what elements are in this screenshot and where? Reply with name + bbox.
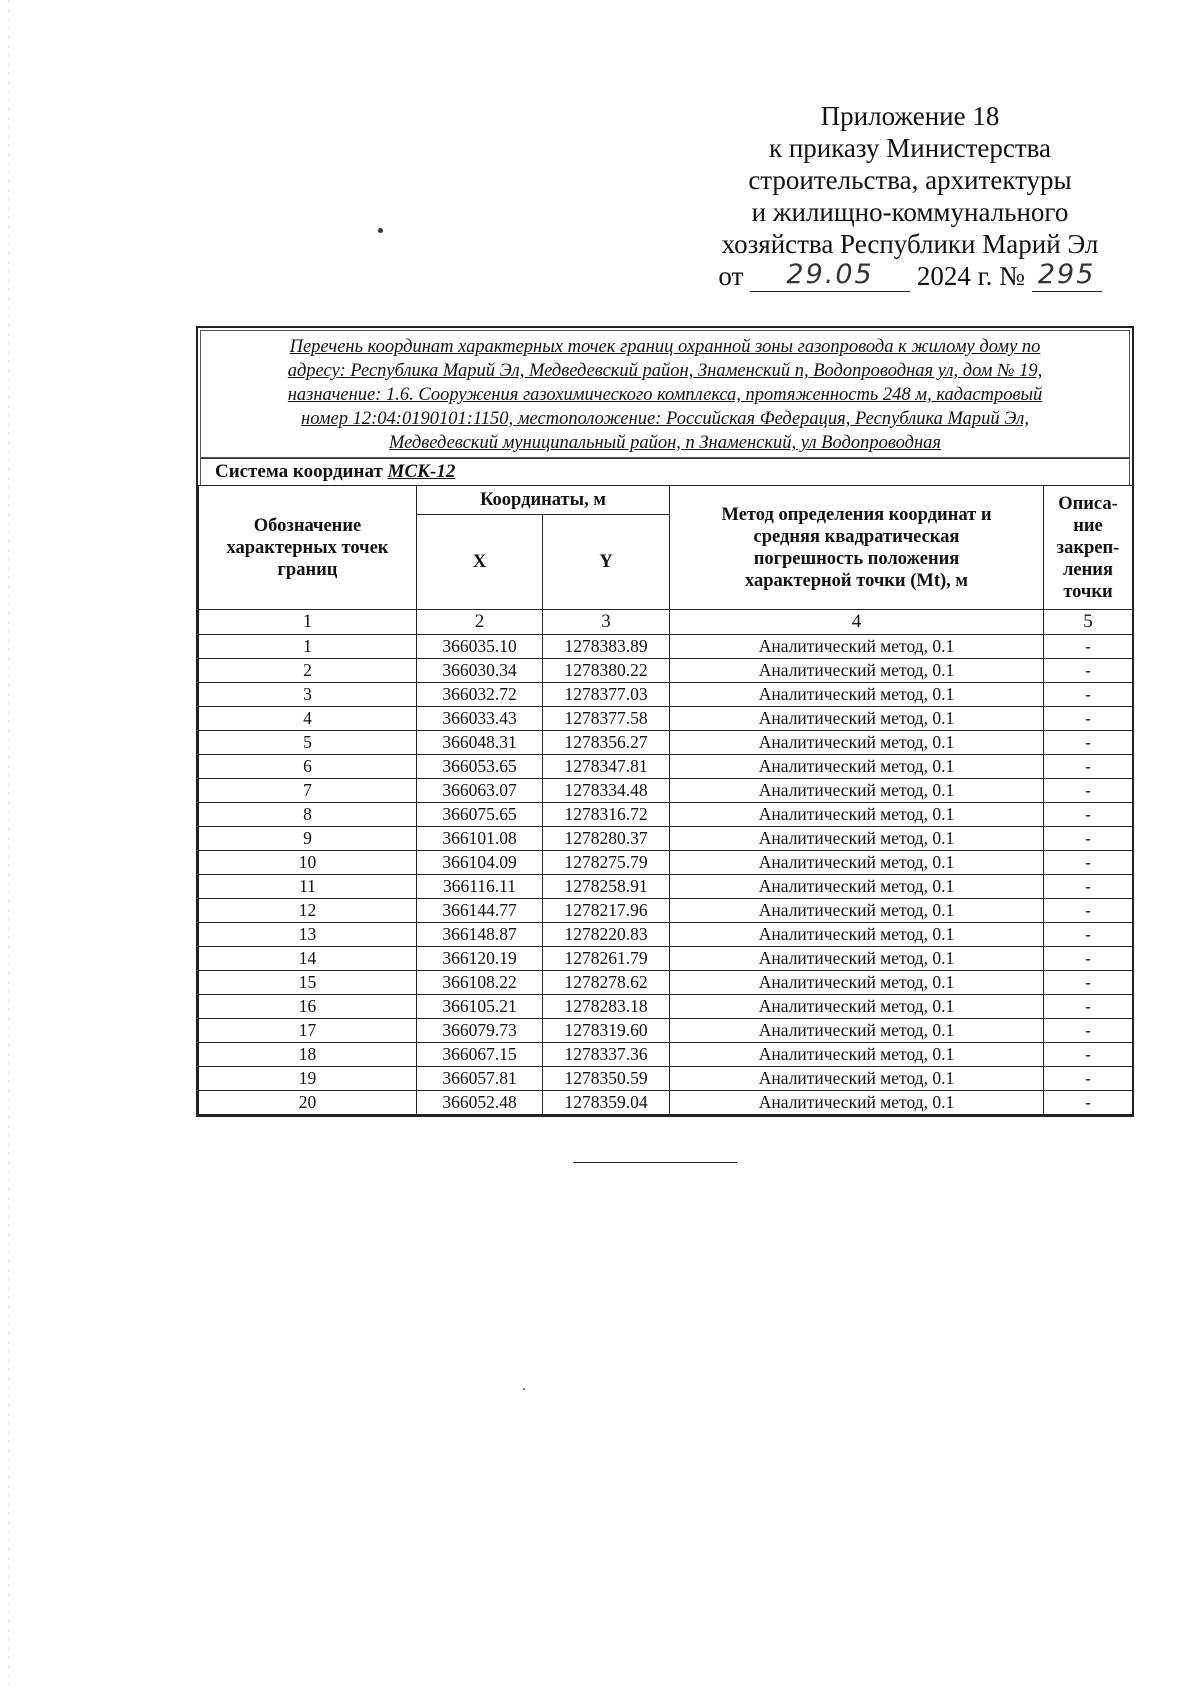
column-number: 4 [670,610,1044,635]
coordinate-system-row [200,458,1130,485]
method-cell: Аналитический метод, 0.1 [670,1019,1044,1043]
y-coordinate-cell: 1278337.36 [543,1043,670,1067]
fixing-description-cell: - [1044,1091,1133,1115]
header-date-line [700,260,1120,294]
fixing-description-cell: - [1044,827,1133,851]
fixing-description-cell: - [1044,707,1133,731]
table-row [199,995,1133,1019]
table-row [199,851,1133,875]
point-number-cell: 12 [199,899,417,923]
x-coordinate-cell: 366079.73 [417,1019,543,1043]
x-coordinate-cell: 366144.77 [417,899,543,923]
fixing-description-cell: - [1044,779,1133,803]
x-coordinate-cell: 366075.65 [417,803,543,827]
point-number-cell: 2 [199,659,417,683]
column-number: 2 [417,610,543,635]
x-coordinate-cell: 366035.10 [417,635,543,659]
y-coordinate-cell: 1278350.59 [543,1067,670,1091]
table-row [199,875,1133,899]
x-coordinate-cell: 366116.11 [417,875,543,899]
y-coordinate-cell: 1278280.37 [543,827,670,851]
caption-line: адресу: Республика Марий Эл, Медведевский район, Знаменский п, Водопроводная ул, дом № 19, [287,361,1043,381]
fixing-description-cell: - [1044,971,1133,995]
table-row [199,635,1133,659]
fixing-description-cell: - [1044,875,1133,899]
table-row [199,659,1133,683]
point-number-cell: 15 [199,971,417,995]
y-coordinate-cell: 1278220.83 [543,923,670,947]
y-coordinate-cell: 1278356.27 [543,731,670,755]
point-number-cell: 7 [199,779,417,803]
point-number-cell: 19 [199,1067,417,1091]
y-coordinate-cell: 1278275.79 [543,851,670,875]
x-coordinate-cell: 366032.72 [417,683,543,707]
method-cell: Аналитический метод, 0.1 [670,827,1044,851]
method-cell: Аналитический метод, 0.1 [670,731,1044,755]
method-cell: Аналитический метод, 0.1 [670,1043,1044,1067]
date-prefix: от [718,261,744,291]
fixing-description-cell: - [1044,755,1133,779]
x-coordinate-cell: 366048.31 [417,731,543,755]
fixing-description-cell: - [1044,1067,1133,1091]
point-number-cell: 20 [199,1091,417,1115]
x-coordinate-cell: 366033.43 [417,707,543,731]
y-coordinate-cell: 1278334.48 [543,779,670,803]
table-row [199,899,1133,923]
method-cell: Аналитический метод, 0.1 [670,875,1044,899]
table-row [199,923,1133,947]
y-coordinate-cell: 1278377.58 [543,707,670,731]
table-row [199,1019,1133,1043]
scan-speck [378,228,383,233]
header-x: X [417,515,543,610]
header-fixing-description: Описа- ние закреп- ления точки [1044,486,1133,610]
header-y: Y [543,515,670,610]
fixing-description-cell: - [1044,947,1133,971]
method-cell: Аналитический метод, 0.1 [670,683,1044,707]
point-number-cell: 17 [199,1019,417,1043]
coordinate-system-value: МСК-12 [387,461,456,482]
method-cell: Аналитический метод, 0.1 [670,1091,1044,1115]
y-coordinate-cell: 1278258.91 [543,875,670,899]
order-number-handwritten: 295 [1037,259,1096,290]
caption-line: назначение: 1.6. Сооружения газохимического комплекса, протяженность 248 м, кадастровый [287,385,1043,405]
point-number-cell: 1 [199,635,417,659]
header-line: и жилищно-коммунального [751,197,1069,227]
fixing-description-cell: - [1044,803,1133,827]
point-number-cell: 3 [199,683,417,707]
point-number-cell: 6 [199,755,417,779]
column-number: 5 [1044,610,1133,635]
x-coordinate-cell: 366063.07 [417,779,543,803]
x-coordinate-cell: 366030.34 [417,659,543,683]
x-coordinate-cell: 366057.81 [417,1067,543,1091]
header-line: строительства, архитектуры [748,165,1072,195]
table-row [199,1067,1133,1091]
method-cell: Аналитический метод, 0.1 [670,755,1044,779]
table-body [199,635,1133,1115]
column-number: 3 [543,610,670,635]
fixing-description-cell: - [1044,1019,1133,1043]
y-coordinate-cell: 1278383.89 [543,635,670,659]
method-cell: Аналитический метод, 0.1 [670,899,1044,923]
table-row [199,707,1133,731]
table-row [199,1091,1133,1115]
coordinates-table [198,485,1133,1115]
y-coordinate-cell: 1278319.60 [543,1019,670,1043]
fixing-description-cell: - [1044,683,1133,707]
caption-line: номер 12:04:0190101:1150, местоположение: Российская Федерация, Республика Марий Эл, [301,409,1029,429]
x-coordinate-cell: 366108.22 [417,971,543,995]
table-row [199,683,1133,707]
header-point-designation: Обозначение характерных точек границ [199,486,417,610]
appendix-header [700,100,1120,294]
table-row [199,947,1133,971]
caption-line: Медведевский муниципальный район, п Знаменский, ул Водопроводная [388,433,942,453]
fixing-description-cell: - [1044,923,1133,947]
column-number-row [199,610,1133,635]
fixing-description-cell: - [1044,659,1133,683]
fixing-description-cell: - [1044,1043,1133,1067]
y-coordinate-cell: 1278377.03 [543,683,670,707]
x-coordinate-cell: 366053.65 [417,755,543,779]
fixing-description-cell: - [1044,731,1133,755]
header-line: Приложение 18 [820,101,1000,131]
y-coordinate-cell: 1278316.72 [543,803,670,827]
coordinates-table-frame [196,326,1134,1117]
table-row [199,779,1133,803]
y-coordinate-cell: 1278261.79 [543,947,670,971]
table-row [199,1043,1133,1067]
method-cell: Аналитический метод, 0.1 [670,1067,1044,1091]
point-number-cell: 16 [199,995,417,1019]
header-line: хозяйства Республики Марий Эл [721,229,1099,259]
table-row [199,803,1133,827]
table-row [199,971,1133,995]
scan-edge-marks [8,0,9,1689]
x-coordinate-cell: 366120.19 [417,947,543,971]
header-method: Метод определения координат и средняя квадратическая погрешность положения характерной точки (Mt), м [670,486,1044,610]
method-cell: Аналитический метод, 0.1 [670,659,1044,683]
y-coordinate-cell: 1278380.22 [543,659,670,683]
date-field [750,258,910,292]
year-text: 2024 г. № [916,261,1025,291]
y-coordinate-cell: 1278217.96 [543,899,670,923]
fixing-description-cell: - [1044,899,1133,923]
column-number: 1 [199,610,417,635]
y-coordinate-cell: 1278347.81 [543,755,670,779]
method-cell: Аналитический метод, 0.1 [670,851,1044,875]
point-number-cell: 8 [199,803,417,827]
method-cell: Аналитический метод, 0.1 [670,803,1044,827]
fixing-description-cell: - [1044,995,1133,1019]
y-coordinate-cell: 1278283.18 [543,995,670,1019]
table-caption [200,330,1130,458]
end-of-document-line [573,1162,737,1163]
method-cell: Аналитический метод, 0.1 [670,995,1044,1019]
method-cell: Аналитический метод, 0.1 [670,947,1044,971]
x-coordinate-cell: 366101.08 [417,827,543,851]
method-cell: Аналитический метод, 0.1 [670,707,1044,731]
x-coordinate-cell: 366067.15 [417,1043,543,1067]
point-number-cell: 18 [199,1043,417,1067]
point-number-cell: 11 [199,875,417,899]
table-row [199,755,1133,779]
order-number-field [1032,258,1102,292]
y-coordinate-cell: 1278359.04 [543,1091,670,1115]
scan-speck [523,1388,525,1390]
point-number-cell: 14 [199,947,417,971]
method-cell: Аналитический метод, 0.1 [670,971,1044,995]
point-number-cell: 4 [199,707,417,731]
x-coordinate-cell: 366105.21 [417,995,543,1019]
point-number-cell: 10 [199,851,417,875]
x-coordinate-cell: 366104.09 [417,851,543,875]
point-number-cell: 13 [199,923,417,947]
x-coordinate-cell: 366052.48 [417,1091,543,1115]
caption-line: Перечень координат характерных точек границ охранной зоны газопровода к жилому дому по [289,337,1041,357]
table-row [199,827,1133,851]
point-number-cell: 9 [199,827,417,851]
method-cell: Аналитический метод, 0.1 [670,635,1044,659]
method-cell: Аналитический метод, 0.1 [670,779,1044,803]
point-number-cell: 5 [199,731,417,755]
method-cell: Аналитический метод, 0.1 [670,923,1044,947]
y-coordinate-cell: 1278278.62 [543,971,670,995]
fixing-description-cell: - [1044,851,1133,875]
coordinate-system-label: Система координат [215,461,383,482]
header-line: к приказу Министерства [768,133,1052,163]
x-coordinate-cell: 366148.87 [417,923,543,947]
header-coordinates: Координаты, м [417,486,670,515]
table-row [199,731,1133,755]
date-handwritten: 29.05 [786,259,874,290]
fixing-description-cell: - [1044,635,1133,659]
